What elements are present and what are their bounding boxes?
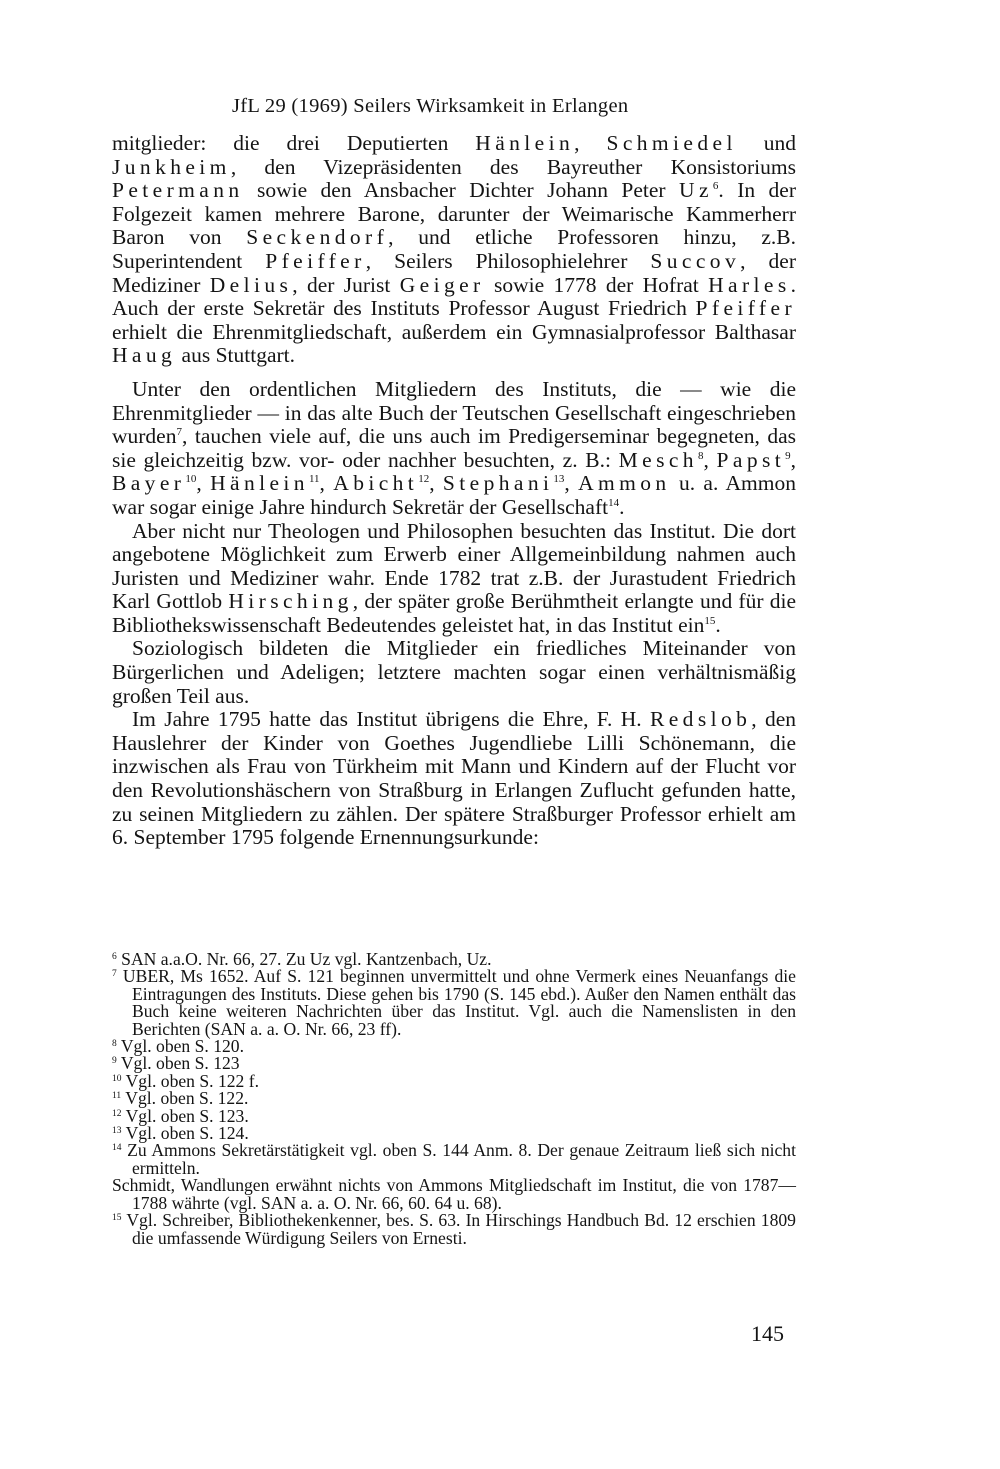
footnote-number: 12: [112, 1108, 122, 1119]
spaced-name: Ammon: [578, 471, 671, 496]
spaced-name: Pfeiffer: [695, 296, 796, 321]
footnote-continuation: [112, 1177, 796, 1212]
spaced-name: Harles: [708, 272, 791, 297]
text-run: , Seilers Philosophielehrer: [365, 248, 651, 273]
text-run: sowie 1778 der Hofrat: [484, 272, 709, 297]
paragraph: [112, 132, 796, 368]
footnote-ref: 9: [785, 449, 791, 462]
spaced-name: Uz: [679, 178, 713, 203]
footnote: [112, 1212, 796, 1247]
text-run: .: [619, 494, 625, 519]
text-run: erhielt die Ehrenmitgliedschaft, außerdem ein Gymnasialprofessor Balthasar: [112, 319, 796, 344]
spaced-name: Hänlein: [210, 471, 309, 496]
footnote: [112, 1142, 796, 1177]
spaced-name: Redslob: [649, 707, 752, 732]
footnote-ref: 13: [553, 473, 565, 486]
text-run: ,: [790, 447, 796, 472]
text-run: . Auch der erste Sekretär des Instituts Professor August Friedrich: [112, 272, 796, 321]
footnote-text: Vgl. oben S. 123.: [125, 1105, 249, 1126]
footnotes: [112, 951, 796, 1247]
footnote-ref: 10: [185, 473, 197, 486]
spaced-name: Stephani: [442, 471, 554, 496]
footnote-text: Schmidt, Wandlungen erwähnt nichts von Ammons Mitgliedschaft im Institut, die von 1787—1788 währte (vgl. SAN a. a. O. Nr. 66, 60. 64 u. 68).: [112, 1175, 796, 1213]
footnote-number: 13: [112, 1126, 122, 1137]
spaced-name: Abicht: [333, 471, 419, 496]
spaced-name: Geiger: [399, 272, 485, 297]
spaced-name: Delius: [209, 272, 293, 297]
spaced-name: Mesch: [618, 447, 698, 472]
text-run: , der Mediziner: [112, 248, 796, 297]
footnote-number: 10: [112, 1073, 122, 1084]
spaced-name: Seckendorf: [246, 225, 389, 250]
paragraph: [112, 708, 796, 850]
text-run: ,: [564, 471, 579, 496]
footnote-number: 15: [112, 1213, 122, 1224]
spaced-name: Hirsching: [228, 589, 353, 614]
text-run: , der Jurist: [292, 272, 400, 297]
spaced-name: Bayer: [112, 471, 186, 496]
footnote-text: Vgl. oben S. 122 f.: [125, 1070, 260, 1091]
paragraph: [112, 378, 796, 520]
footnote-text: Vgl. oben S. 124.: [125, 1123, 249, 1144]
footnote-text: UBER, Ms 1652. Auf S. 121 beginnen unvermittelt und ohne Vermerk eines Neuanfangs die Eintragungen des Instituts. Diese gehen bis 1790 (S. 145 ebd.). Außer den Namen enthält das Buch keine weiteren Nachrichten über das Institut. Vgl. auch die Namenslisten in den Berichten (SAN a. a. O. Nr. 66, 23 ff).: [122, 966, 796, 1039]
footnote-number: 14: [112, 1143, 122, 1154]
footnote-text: SAN a.a.O. Nr. 66, 27. Zu Uz vgl. Kantzenbach, Uz.: [121, 949, 492, 969]
text-run: und: [736, 131, 797, 155]
text-run: ,: [196, 471, 211, 496]
main-text: [112, 132, 796, 850]
text-run: .: [715, 612, 721, 637]
text-run: ,: [574, 131, 607, 155]
footnote-text: Vgl. oben S. 122.: [125, 1088, 249, 1109]
text-run: Soziologisch bildeten die Mitglieder ein friedliches Miteinander von Bürgerlichen und Adeligen; letztere machten sogar einen verhältnismäßig großen Teil aus.: [112, 636, 796, 708]
footnote-ref: 12: [418, 473, 430, 486]
footnote-text: Vgl. oben S. 123: [120, 1053, 240, 1074]
text-run: ,: [319, 471, 334, 496]
footnote-number: 8: [112, 1039, 117, 1050]
spaced-name: Junkheim: [112, 154, 231, 179]
footnote-text: Zu Ammons Sekretärstätigkeit vgl. oben S. 144 Anm. 8. Der genaue Zeitraum ließ sich nicht ermitteln.: [127, 1140, 796, 1178]
text-run: , tauchen viele auf, die uns auch im Predigerseminar begegneten, das sie gleichzeitig bzw. vor- oder nachher besuchten, z. B.:: [112, 424, 796, 472]
text-run: u. a. Ammon war sogar einige Jahre hindurch Sekretär der Gesellschaft: [112, 471, 796, 519]
text-run: ,: [703, 447, 717, 472]
text-run: . In der Folgezeit kamen mehrere Barone, darunter der Weimarische Kammerherr Baron von: [112, 178, 796, 250]
spaced-name: Schmiedel: [606, 131, 737, 155]
text-run: , und etliche Professoren hinzu, z.B. Superintendent: [112, 225, 796, 273]
paragraph: [112, 520, 796, 638]
text-run: ,: [429, 471, 443, 496]
footnote-number: 7: [112, 969, 117, 980]
footnote-number: 9: [112, 1056, 117, 1067]
running-header: JfL 29 (1969) Seilers Wirksamkeit in Erlangen: [232, 95, 629, 117]
text-run: Aber nicht nur Theologen und Philosophen besuchten das Institut. Die dort angebotene Möglichkeit zum Erwerb einer Allgemeinbildung nahmen auch Juristen und Mediziner wahr. Ende 1782 trat z.B. der Jurastudent Friedrich Karl Gottlob: [112, 518, 796, 614]
footnote: [112, 968, 796, 1038]
spaced-name: Succov: [650, 248, 741, 273]
footnote-number: 11: [112, 1091, 122, 1102]
footnote-ref: 14: [608, 496, 620, 509]
footnote-ref: 15: [704, 614, 716, 627]
paragraph: [112, 637, 796, 708]
text-run: sowie den Ansbacher Dichter Johann Peter: [243, 178, 680, 203]
spaced-name: Haug: [112, 343, 177, 368]
text-run: , den Hauslehrer der Kinder von Goethes Jugendliebe Lilli Schönemann, die inzwischen als Frau von Türkheim mit Mann und Kindern auf der Flucht vor den Revolutionshäschern von Straßburg in Erlangen Zuflucht gefunden hatte, zu seinen Mitgliedern zu zählen. Der spätere Straßburger Professor erhielt am 6. September 1795 folgende Ernennungsurkunde:: [112, 707, 797, 850]
spaced-name: Petermann: [112, 178, 244, 203]
footnote-ref: 6: [712, 180, 719, 193]
text-run: Unter den ordentlichen Mitgliedern des Instituts, die — wie die Ehrenmitglieder — in das alte Buch der Teutschen Gesellschaft eingeschrieben wurden: [112, 376, 796, 449]
text-run: mitglieder: die drei Deputierten: [112, 131, 476, 155]
footnote-text: Vgl. oben S. 120.: [120, 1036, 244, 1057]
spaced-name: Pfeiffer: [265, 248, 366, 273]
spaced-name: Hänlein: [475, 131, 575, 155]
text-run: , der später große Berühmtheit erlangte und für die Bibliothekswissenschaft Bedeutendes geleistet hat, in das Institut ein: [112, 589, 796, 637]
page-number: 145: [751, 1321, 784, 1346]
text-run: , den Vizepräsidenten des Bayreuther Konsistoriums: [230, 154, 796, 179]
footnote-ref: 11: [308, 473, 320, 486]
spaced-name: Papst: [716, 447, 786, 472]
footnote-number: 6: [112, 952, 117, 962]
text-run: Im Jahre 1795 hatte das Institut übrigens die Ehre, F. H.: [132, 707, 650, 732]
footnote-text: Vgl. Schreiber, Bibliothekenkenner, bes. S. 63. In Hirschings Handbuch Bd. 12 erschien 1809 die umfassende Würdigung Seilers von Ernesti.: [126, 1210, 796, 1248]
footnote-ref: 8: [697, 449, 704, 462]
footnote-ref: 7: [176, 426, 182, 439]
text-run: aus Stuttgart.: [176, 343, 296, 368]
